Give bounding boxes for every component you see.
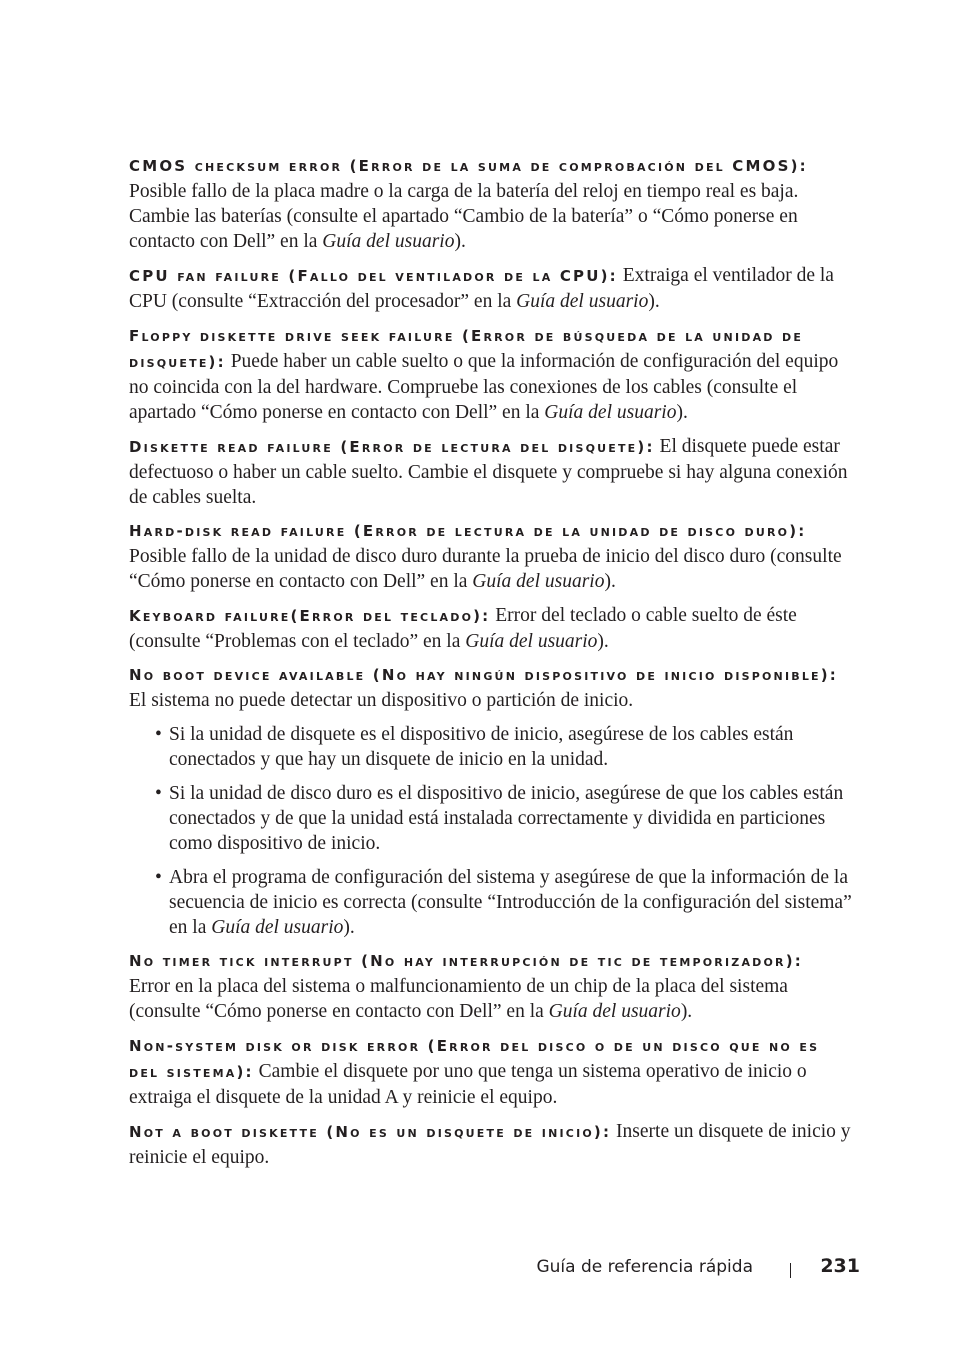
- bullet-list: [129, 722, 855, 940]
- error-message-entry: [129, 1033, 855, 1110]
- entry-italic-title: Guía del usuario: [548, 1001, 681, 1022]
- error-message-heading: Hard-disk read failure (Error de lectura de la unidad de disco duro):: [129, 522, 807, 540]
- message-list-continued: [129, 949, 855, 1170]
- entry-italic-title: Guía del usuario: [472, 571, 605, 592]
- error-message-heading: Keyboard failure(Error del teclado):: [129, 607, 491, 625]
- entry-text: Posible fallo de la placa madre o la carga de la batería del reloj en tiempo real es baja. Cambie las baterías (consulte el apartado “Cambio de la batería” o “Cómo ponerse en contacto con Dell” en la: [129, 181, 799, 252]
- entry-text: Puede haber un cable suelto o que la información de configuración del equipo no coincida con la del hardware. Compruebe las conexiones de los cables (consulte el apartado “Cómo ponerse en contacto con Dell” en la: [129, 351, 839, 423]
- entry-text: Error del teclado o cable suelto de éste (consulte “Problemas con el teclado” en la: [129, 605, 797, 652]
- footer-divider: [790, 1263, 791, 1278]
- entry-text: El disquete puede estar defectuoso o haber un cable suelto. Cambie el disquete y compruebe si hay alguna conexión de cables suelta.: [129, 436, 848, 508]
- error-message-entry: [129, 949, 855, 1024]
- error-message-heading: Not a boot diskette (No es un disquete de inicio):: [129, 1123, 612, 1141]
- error-message-heading: Non-system disk or disk error (Error del disco o de un disco que no es del sistema):: [129, 1037, 820, 1081]
- bullet-item: [129, 781, 855, 856]
- entry-text-end: ).: [604, 571, 616, 592]
- error-message-entry: [129, 519, 855, 594]
- bullet-text: Abra el programa de configuración del sistema y asegúrese de que la información de la secuencia de inicio es correcta (consulte “Introducción de la configuración del sistema” en la: [169, 867, 852, 938]
- error-message-entry: [129, 434, 855, 510]
- bullet-text: Si la unidad de disquete es el dispositivo de inicio, asegúrese de los cables están conectados y que hay un disquete de inicio en la unidad.: [169, 724, 794, 770]
- error-message-heading: Floppy diskette drive seek failure (Error de búsqueda de la unidad de disquete):: [129, 327, 804, 371]
- entry-italic-title: Guía del usuario: [322, 231, 455, 252]
- entry-text-end: ).: [676, 402, 688, 423]
- entry-italic-title: Guía del usuario: [465, 631, 598, 652]
- error-message-heading: No timer tick interrupt (No hay interrupción de tic de temporizador):: [129, 952, 803, 970]
- error-message-entry: [129, 154, 855, 254]
- entry-text-end: ).: [648, 291, 660, 312]
- entry-text: Extraiga el ventilador de la CPU (consulte “Extracción del procesador” en la: [129, 265, 834, 312]
- entry-text: Error en la placa del sistema o malfuncionamiento de un chip de la placa del sistema (consulte “Cómo ponerse en contacto con Dell” en la: [129, 976, 788, 1022]
- entry-text: Inserte un disquete de inicio y reinicie el equipo.: [129, 1121, 851, 1168]
- entry-text: Cambie el disquete por uno que tenga un sistema operativo de inicio o extraiga el disquete de la unidad A y reinicie el equipo.: [129, 1061, 807, 1108]
- bullet-text: Si la unidad de disco duro es el dispositivo de inicio, asegúrese de que los cables están conectados y de que la unidad está instalada correctamente y dividida en particiones como dispositivo de inicio.: [169, 783, 844, 854]
- error-message-entry: [129, 663, 855, 713]
- page-content: [129, 154, 855, 1179]
- bullet-item: [129, 865, 855, 940]
- entry-text: El sistema no puede detectar un dispositivo o partición de inicio.: [129, 690, 634, 711]
- entry-text: Posible fallo de la unidad de disco duro durante la prueba de inicio del disco duro (consulte “Cómo ponerse en contacto con Dell” en la: [129, 546, 842, 592]
- error-message-entry: [129, 1119, 855, 1170]
- bullet-item: [129, 722, 855, 772]
- bullet-text-end: ).: [343, 917, 355, 938]
- message-list: [129, 154, 855, 713]
- bullet-italic-title: Guía del usuario: [211, 917, 344, 938]
- entry-text-end: ).: [597, 631, 609, 652]
- error-message-heading: Diskette read failure (Error de lectura del disquete):: [129, 438, 655, 456]
- entry-italic-title: Guía del usuario: [544, 402, 677, 423]
- error-message-heading: No boot device available (No hay ningún dispositivo de inicio disponible):: [129, 666, 839, 684]
- error-message-entry: [129, 603, 855, 654]
- entry-text-end: ).: [454, 231, 466, 252]
- entry-italic-title: Guía del usuario: [516, 291, 649, 312]
- error-message-heading: CMOS checksum error (Error de la suma de comprobación del CMOS):: [129, 157, 808, 175]
- entry-text-end: ).: [680, 1001, 693, 1022]
- page-number: 231: [820, 1255, 860, 1277]
- error-message-heading: CPU fan failure (Fallo del ventilador de la CPU):: [129, 267, 618, 285]
- error-message-entry: [129, 323, 855, 425]
- error-message-entry: [129, 263, 855, 314]
- footer-title: Guía de referencia rápida: [536, 1257, 753, 1277]
- page-footer: [0, 1255, 860, 1281]
